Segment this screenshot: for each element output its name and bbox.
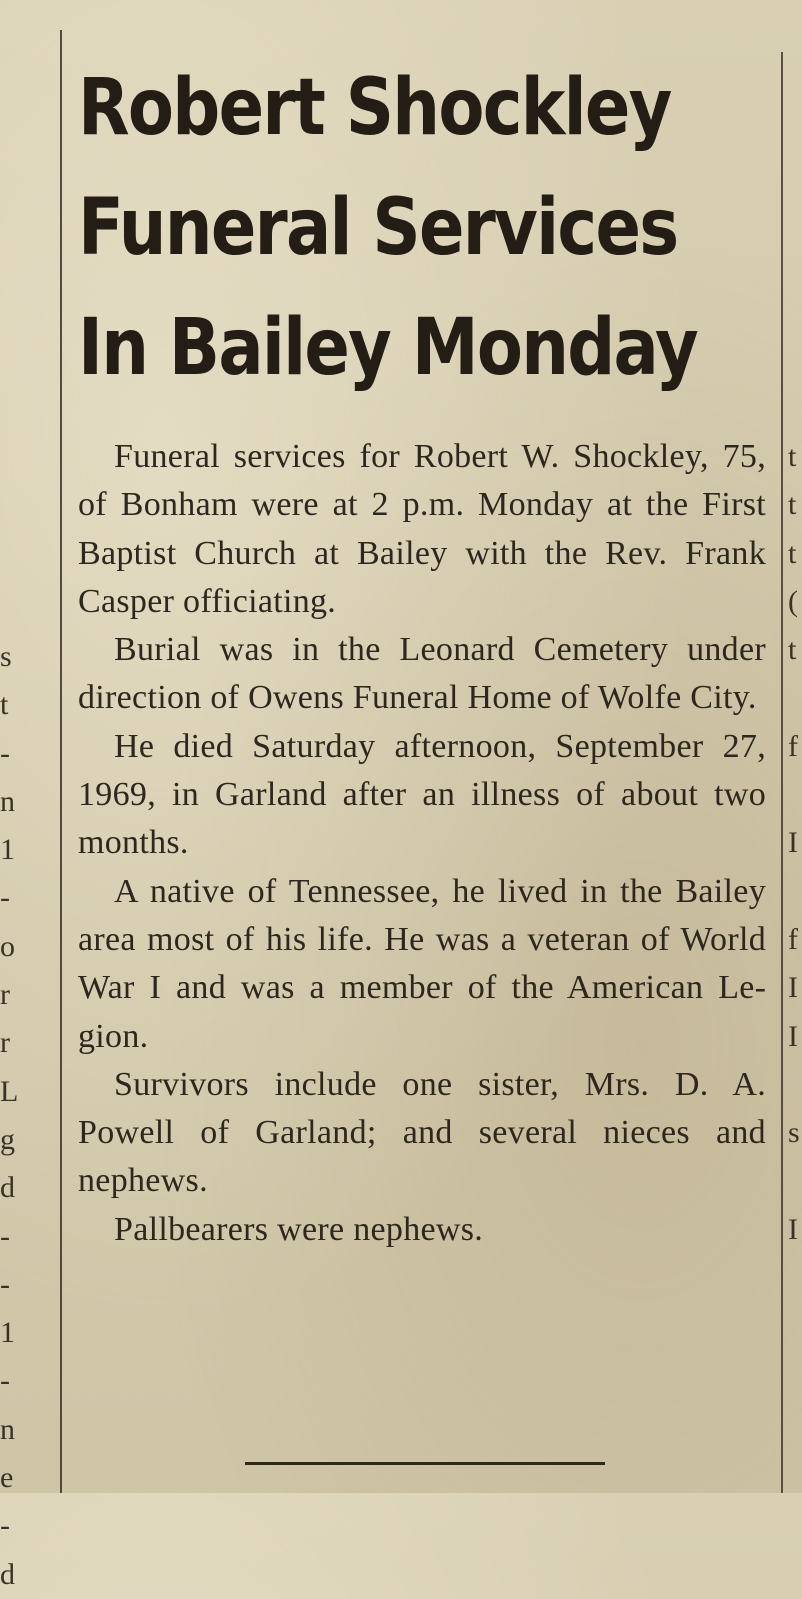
adjacent-column-fragment: I [788, 971, 798, 1005]
adjacent-column-fragment: t [788, 488, 797, 522]
adjacent-column-fragment: L [0, 1074, 19, 1108]
column-rule-left [60, 30, 62, 1493]
adjacent-column-fragment [788, 1254, 802, 1302]
adjacent-column-fragment [788, 868, 802, 916]
adjacent-column-fragment: n [0, 1412, 15, 1446]
adjacent-column-fragment: s [788, 1116, 800, 1150]
headline [78, 48, 698, 408]
adjacent-column-fragment: t [0, 688, 9, 722]
article-body [78, 433, 766, 1254]
adjacent-column-fragment [788, 1061, 802, 1109]
adjacent-column-fragment [788, 771, 802, 819]
adjacent-column-fragment: - [0, 881, 10, 915]
adjacent-column-left [0, 633, 19, 1599]
adjacent-column-fragment: I [788, 826, 798, 860]
adjacent-column-fragment: 1 [0, 1316, 15, 1350]
adjacent-column-fragment [788, 1351, 802, 1399]
article-end-rule [245, 1462, 605, 1465]
adjacent-column-fragment: I [788, 1212, 798, 1246]
adjacent-column-fragment: e [0, 1461, 14, 1495]
article-paragraph: A native of Tennessee, he lived in the Bailey area most of his life. He was a veteran of World War I and was a member of the American Legion. [78, 872, 766, 1055]
adjacent-column-fragment: I [788, 1019, 798, 1053]
adjacent-column-fragment: - [0, 1219, 10, 1253]
article-paragraph: Burial was in the Leonard Cemetery under direction of Owens Funeral Home of Wolfe City. [78, 631, 766, 717]
adjacent-column-fragment: t [788, 633, 797, 667]
adjacent-column-fragment [788, 674, 802, 722]
adjacent-column-fragment: o [0, 929, 15, 963]
adjacent-column-fragment: f [788, 922, 798, 956]
headline-line: In Bailey Monday [78, 303, 698, 393]
column-rule-right [781, 52, 783, 1493]
adjacent-column-fragment: g [0, 1122, 15, 1156]
article-paragraph: Funeral services for Robert W. Shockley, 75, of Bonham were at 2 p.m. Monday at the First Baptist Church at Bailey with the Rev. Frank Casper officiating. [78, 438, 766, 620]
adjacent-column-fragment: d [0, 1171, 15, 1205]
adjacent-column-fragment: - [0, 1509, 10, 1543]
adjacent-column-right [788, 433, 802, 1399]
adjacent-column-fragment: d [0, 1557, 15, 1591]
adjacent-column-fragment: f [788, 729, 798, 763]
adjacent-column-fragment [788, 1157, 802, 1205]
article-paragraph: Survivors include one sister, Mrs. D. A. Powell of Garland; and several nieces and nephews. [78, 1065, 766, 1200]
adjacent-column-fragment: - [0, 1364, 10, 1398]
article-paragraph: Pallbearers were nephews. [114, 1210, 484, 1248]
adjacent-column-fragment: r [0, 978, 10, 1012]
adjacent-column-fragment: 1 [0, 833, 15, 867]
adjacent-column-fragment: n [0, 784, 15, 818]
adjacent-column-fragment: - [0, 736, 10, 770]
headline-line: Funeral Services [78, 183, 678, 273]
adjacent-column-fragment: r [0, 1026, 10, 1060]
adjacent-column-fragment: s [0, 640, 12, 673]
headline-line: Robert Shockley [78, 63, 671, 153]
adjacent-column-fragment: - [0, 1267, 10, 1301]
adjacent-column-fragment: ( [788, 584, 798, 618]
adjacent-column-fragment: t [788, 440, 797, 473]
adjacent-column-fragment [788, 1302, 802, 1350]
adjacent-column-fragment: t [788, 536, 797, 570]
article-paragraph: He died Saturday afternoon, September 27, 1969, in Garland after an illness of about two months. [78, 727, 766, 862]
